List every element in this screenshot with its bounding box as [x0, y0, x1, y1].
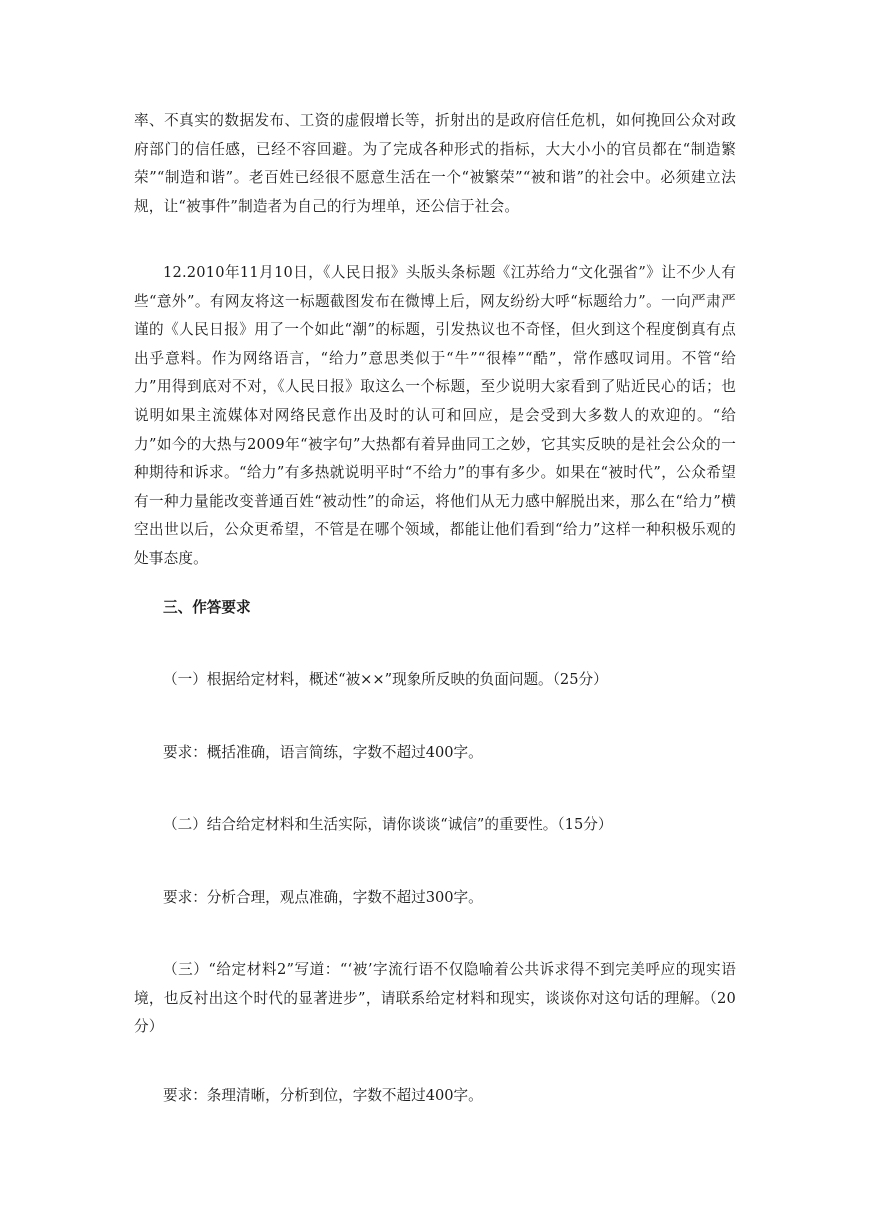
requirement-2: 要求：分析合理，观点准确，字数不超过300字。 [163, 889, 483, 906]
paragraph-12: 12.2010年11月10日，《人民日报》头版头条标题《江苏给力“文化强省”》让不少人有些“意外”。有网友将这一标题截图发布在微博上后，网友纷纷大呼“标题给力”。一向严肃严谨的《人民日报》用了一个如此“潮”的标题，引发热议也不奇怪，但火到这个程度倒真有点出乎意料。作为网络语言，“给力”意思类似于“牛”“很棒”“酷”，常作感叹词用。不管“给力”用得到底对不对，《人民日报》取这么一个标题，至少说明大家看到了贴近民心的话；也说明如果主流媒体对网络民意作出及时的认可和回应，是会受到大多数人的欢迎的。“给力”如今的大热与2009年“被字句”大热都有着异曲同工之妙，它其实反映的是社会公众的一种期待和诉求。“给力”有多热就说明平时“不给力”的事有多少。如果在“被时代”，公众希望有一种力量能改变普通百姓“被动性”的命运，将他们从无力感中解脱出来，那么在“给力”横空出世以后，公众更希望，不管是在哪个领域，都能让他们看到“给力”这样一种积极乐观的处事态度。 [134, 264, 736, 567]
question-3: （三）“给定材料2”写道：“‘被’字流行语不仅隐喻着公共诉求得不到完美呼应的现实语境，也反衬出这个时代的显著进步”，请联系给定材料和现实，谈谈你对这句话的理解。（20分） [134, 961, 736, 1036]
section-heading: 三、作答要求 [163, 599, 251, 616]
question-2: （二）结合给定材料和生活实际，请你谈谈“诚信”的重要性。（15分） [163, 816, 613, 833]
paragraph-continued: 率、不真实的数据发布、工资的虚假增长等，折射出的是政府信任危机，如何挽回公众对政府部门的信任感，已经不容回避。为了完成各种形式的指标，大大小小的官员都在“制造繁荣”“制造和谐”。老百姓已经很不愿意生活在一个“被繁荣”“被和谐”的社会中。必须建立法规，让“被事件”制造者为自己的行为埋单，还公信于社会。 [134, 112, 736, 215]
question-1: （一）根据给定材料，概述“被××”现象所反映的负面问题。（25分） [163, 671, 608, 688]
requirement-3: 要求：条理清晰，分析到位，字数不超过400字。 [163, 1087, 483, 1104]
requirement-1: 要求：概括准确，语言简练，字数不超过400字。 [163, 744, 483, 761]
